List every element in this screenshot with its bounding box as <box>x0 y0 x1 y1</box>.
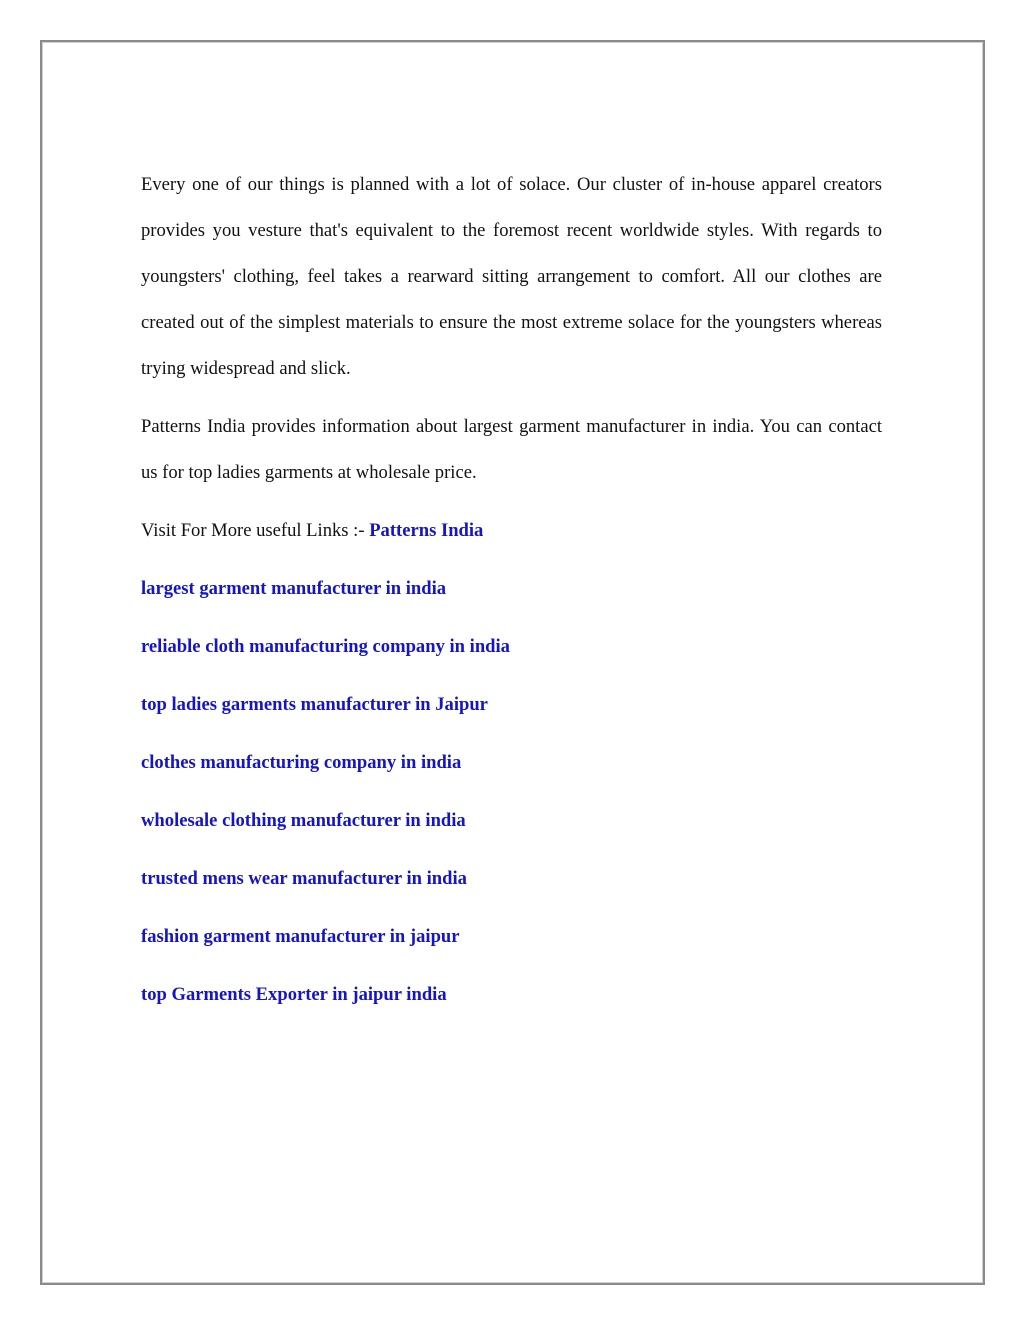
list-item <box>141 624 882 670</box>
intro-paragraph: Every one of our things is planned with a lot of solace. Our cluster of in-house apparel creators provides you vesture that's equivalent to the foremost recent worldwide styles. With regards to youngsters' clothing, feel takes a rearward sitting arrangement to comfort. All our clothes are created out of the simplest materials to ensure the most extreme solace for the youngsters whereas trying widespread and slick. <box>141 174 882 379</box>
list-item <box>141 972 882 1018</box>
list-item <box>141 856 882 902</box>
link-reliable-cloth-manufacturing[interactable]: reliable cloth manufacturing company in india <box>141 636 510 657</box>
link-top-garments-exporter[interactable]: top Garments Exporter in jaipur india <box>141 984 447 1005</box>
patterns-india-link[interactable]: Patterns India <box>369 520 484 541</box>
list-item <box>141 740 882 786</box>
list-item <box>141 682 882 728</box>
link-fashion-garment-jaipur[interactable]: fashion garment manufacturer in jaipur <box>141 926 460 947</box>
link-wholesale-clothing-manufacturer[interactable]: wholesale clothing manufacturer in india <box>141 810 466 831</box>
visit-line <box>141 508 882 554</box>
link-clothes-manufacturing-company[interactable]: clothes manufacturing company in india <box>141 752 462 773</box>
link-trusted-mens-wear[interactable]: trusted mens wear manufacturer in india <box>141 868 467 889</box>
links-list <box>141 566 882 1018</box>
info-paragraph: Patterns India provides information about largest garment manufacturer in india. You can contact us for top ladies garments at wholesale price. <box>141 416 882 483</box>
link-top-ladies-garments[interactable]: top ladies garments manufacturer in Jaipur <box>141 694 488 715</box>
list-item <box>141 914 882 960</box>
document-body <box>141 162 882 1018</box>
list-item <box>141 566 882 612</box>
link-largest-garment-manufacturer[interactable]: largest garment manufacturer in india <box>141 578 447 599</box>
list-item <box>141 798 882 844</box>
visit-label: Visit For More useful Links :- <box>141 520 370 541</box>
